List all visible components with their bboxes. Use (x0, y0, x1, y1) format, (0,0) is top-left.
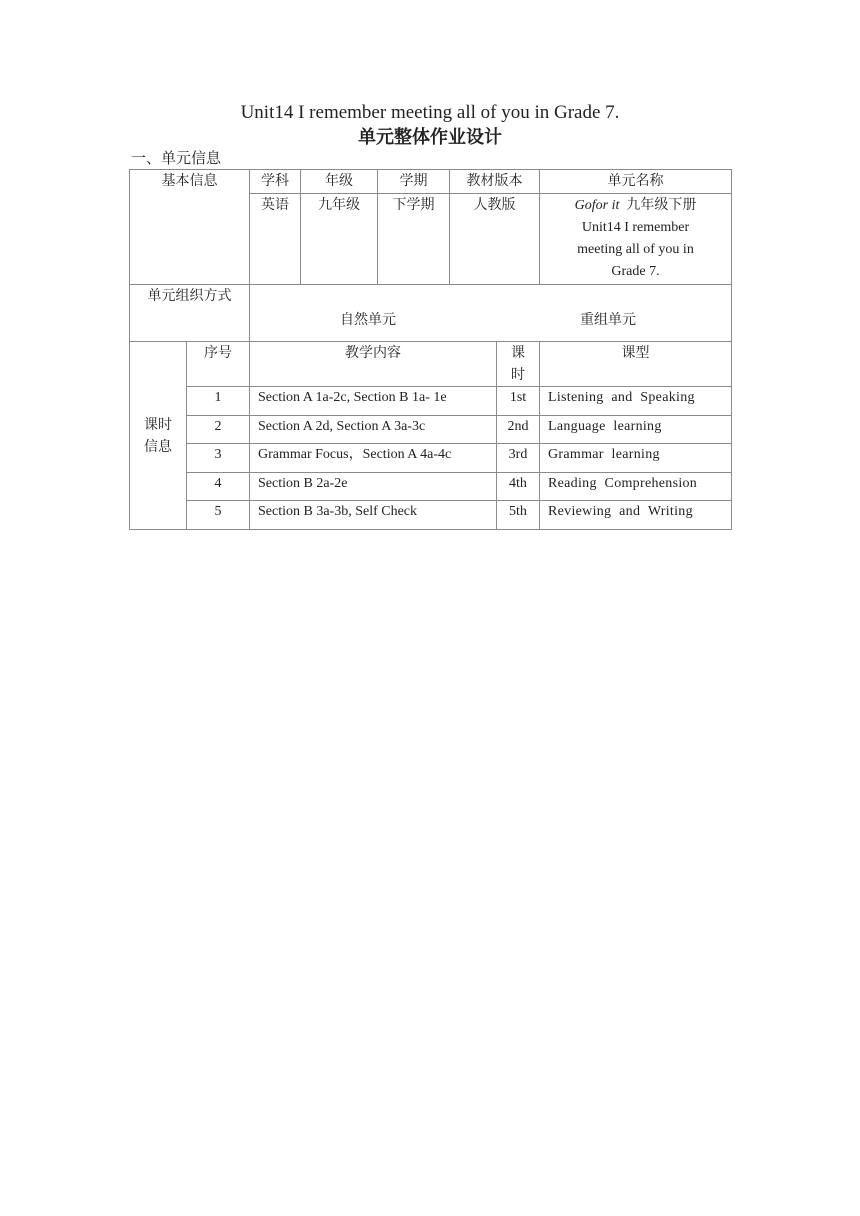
lesson-type: Language learning (540, 416, 732, 444)
section-heading: 一、单元信息 (131, 149, 222, 167)
col-period-line1: 课 (511, 345, 525, 361)
table-row (130, 444, 732, 473)
lesson-number: 1 (187, 387, 250, 416)
grade-value: 九年级 (301, 194, 378, 285)
lesson-number: 4 (187, 473, 250, 501)
col-period-line2: 时 (511, 367, 525, 383)
option-regroup-unit: 重组单元 (580, 312, 636, 328)
unit-name-book: 九年级下册 (626, 197, 697, 213)
col-content-header: 教学内容 (250, 342, 497, 387)
col-type-header: 课型 (540, 342, 732, 387)
grade-header: 年级 (301, 170, 378, 194)
lesson-period: 3rd (497, 444, 540, 473)
term-value: 下学期 (378, 194, 450, 285)
lesson-period: 5th (497, 501, 540, 530)
basic-info-header-row (130, 170, 732, 194)
unit-info-table (129, 169, 732, 530)
organization-row (130, 285, 732, 342)
lesson-number: 3 (187, 444, 250, 473)
option-natural-unit: 自然单元 (340, 312, 396, 328)
lesson-content: Section B 2a-2e (250, 473, 497, 501)
lesson-content: Section B 3a-3b, Self Check (250, 501, 497, 530)
table-row (130, 501, 732, 530)
table-row (130, 473, 732, 501)
document-title: Unit14 I remember meeting all of you in Grade 7. (240, 102, 620, 123)
lesson-content: Section A 1a-2c, Section B 1a- 1e (250, 387, 497, 416)
unit-name-header: 单元名称 (540, 170, 732, 194)
unit-name-line3: meeting all of you in (577, 242, 694, 257)
col-number-header: 序号 (187, 342, 250, 387)
lesson-period: 2nd (497, 416, 540, 444)
lessons-label (130, 342, 187, 530)
lesson-type: Grammar learning (540, 444, 732, 473)
edition-value: 人教版 (450, 194, 540, 285)
edition-header: 教材版本 (450, 170, 540, 194)
lesson-content: Section A 2d, Section A 3a-3c (250, 416, 497, 444)
lesson-type: Reading Comprehension (540, 473, 732, 501)
lesson-content: Grammar Focus，Section A 4a-4c (250, 444, 497, 473)
lesson-period: 1st (497, 387, 540, 416)
subject-header: 学科 (250, 170, 301, 194)
organization-options (250, 285, 732, 342)
unit-name-line4: Grade 7. (611, 264, 660, 279)
lessons-header-row (130, 342, 732, 387)
lesson-number: 2 (187, 416, 250, 444)
table-row (130, 416, 732, 444)
col-period-header (497, 342, 540, 387)
lesson-period: 4th (497, 473, 540, 501)
lessons-label-line1: 课时 (144, 416, 172, 433)
lessons-label-line2: 信息 (144, 438, 172, 455)
lesson-type: Reviewing and Writing (540, 501, 732, 530)
unit-name-value (540, 194, 732, 285)
unit-name-italic: Gofor it (574, 198, 620, 213)
basic-info-label: 基本信息 (130, 170, 250, 285)
subject-value: 英语 (250, 194, 301, 285)
organization-label: 单元组织方式 (130, 285, 250, 342)
table-row (130, 387, 732, 416)
lesson-type: Listening and Speaking (540, 387, 732, 416)
document-subtitle: 单元整体作业设计 (358, 127, 502, 148)
unit-name-line2: Unit14 I remember (581, 220, 690, 235)
lesson-number: 5 (187, 501, 250, 530)
term-header: 学期 (378, 170, 450, 194)
